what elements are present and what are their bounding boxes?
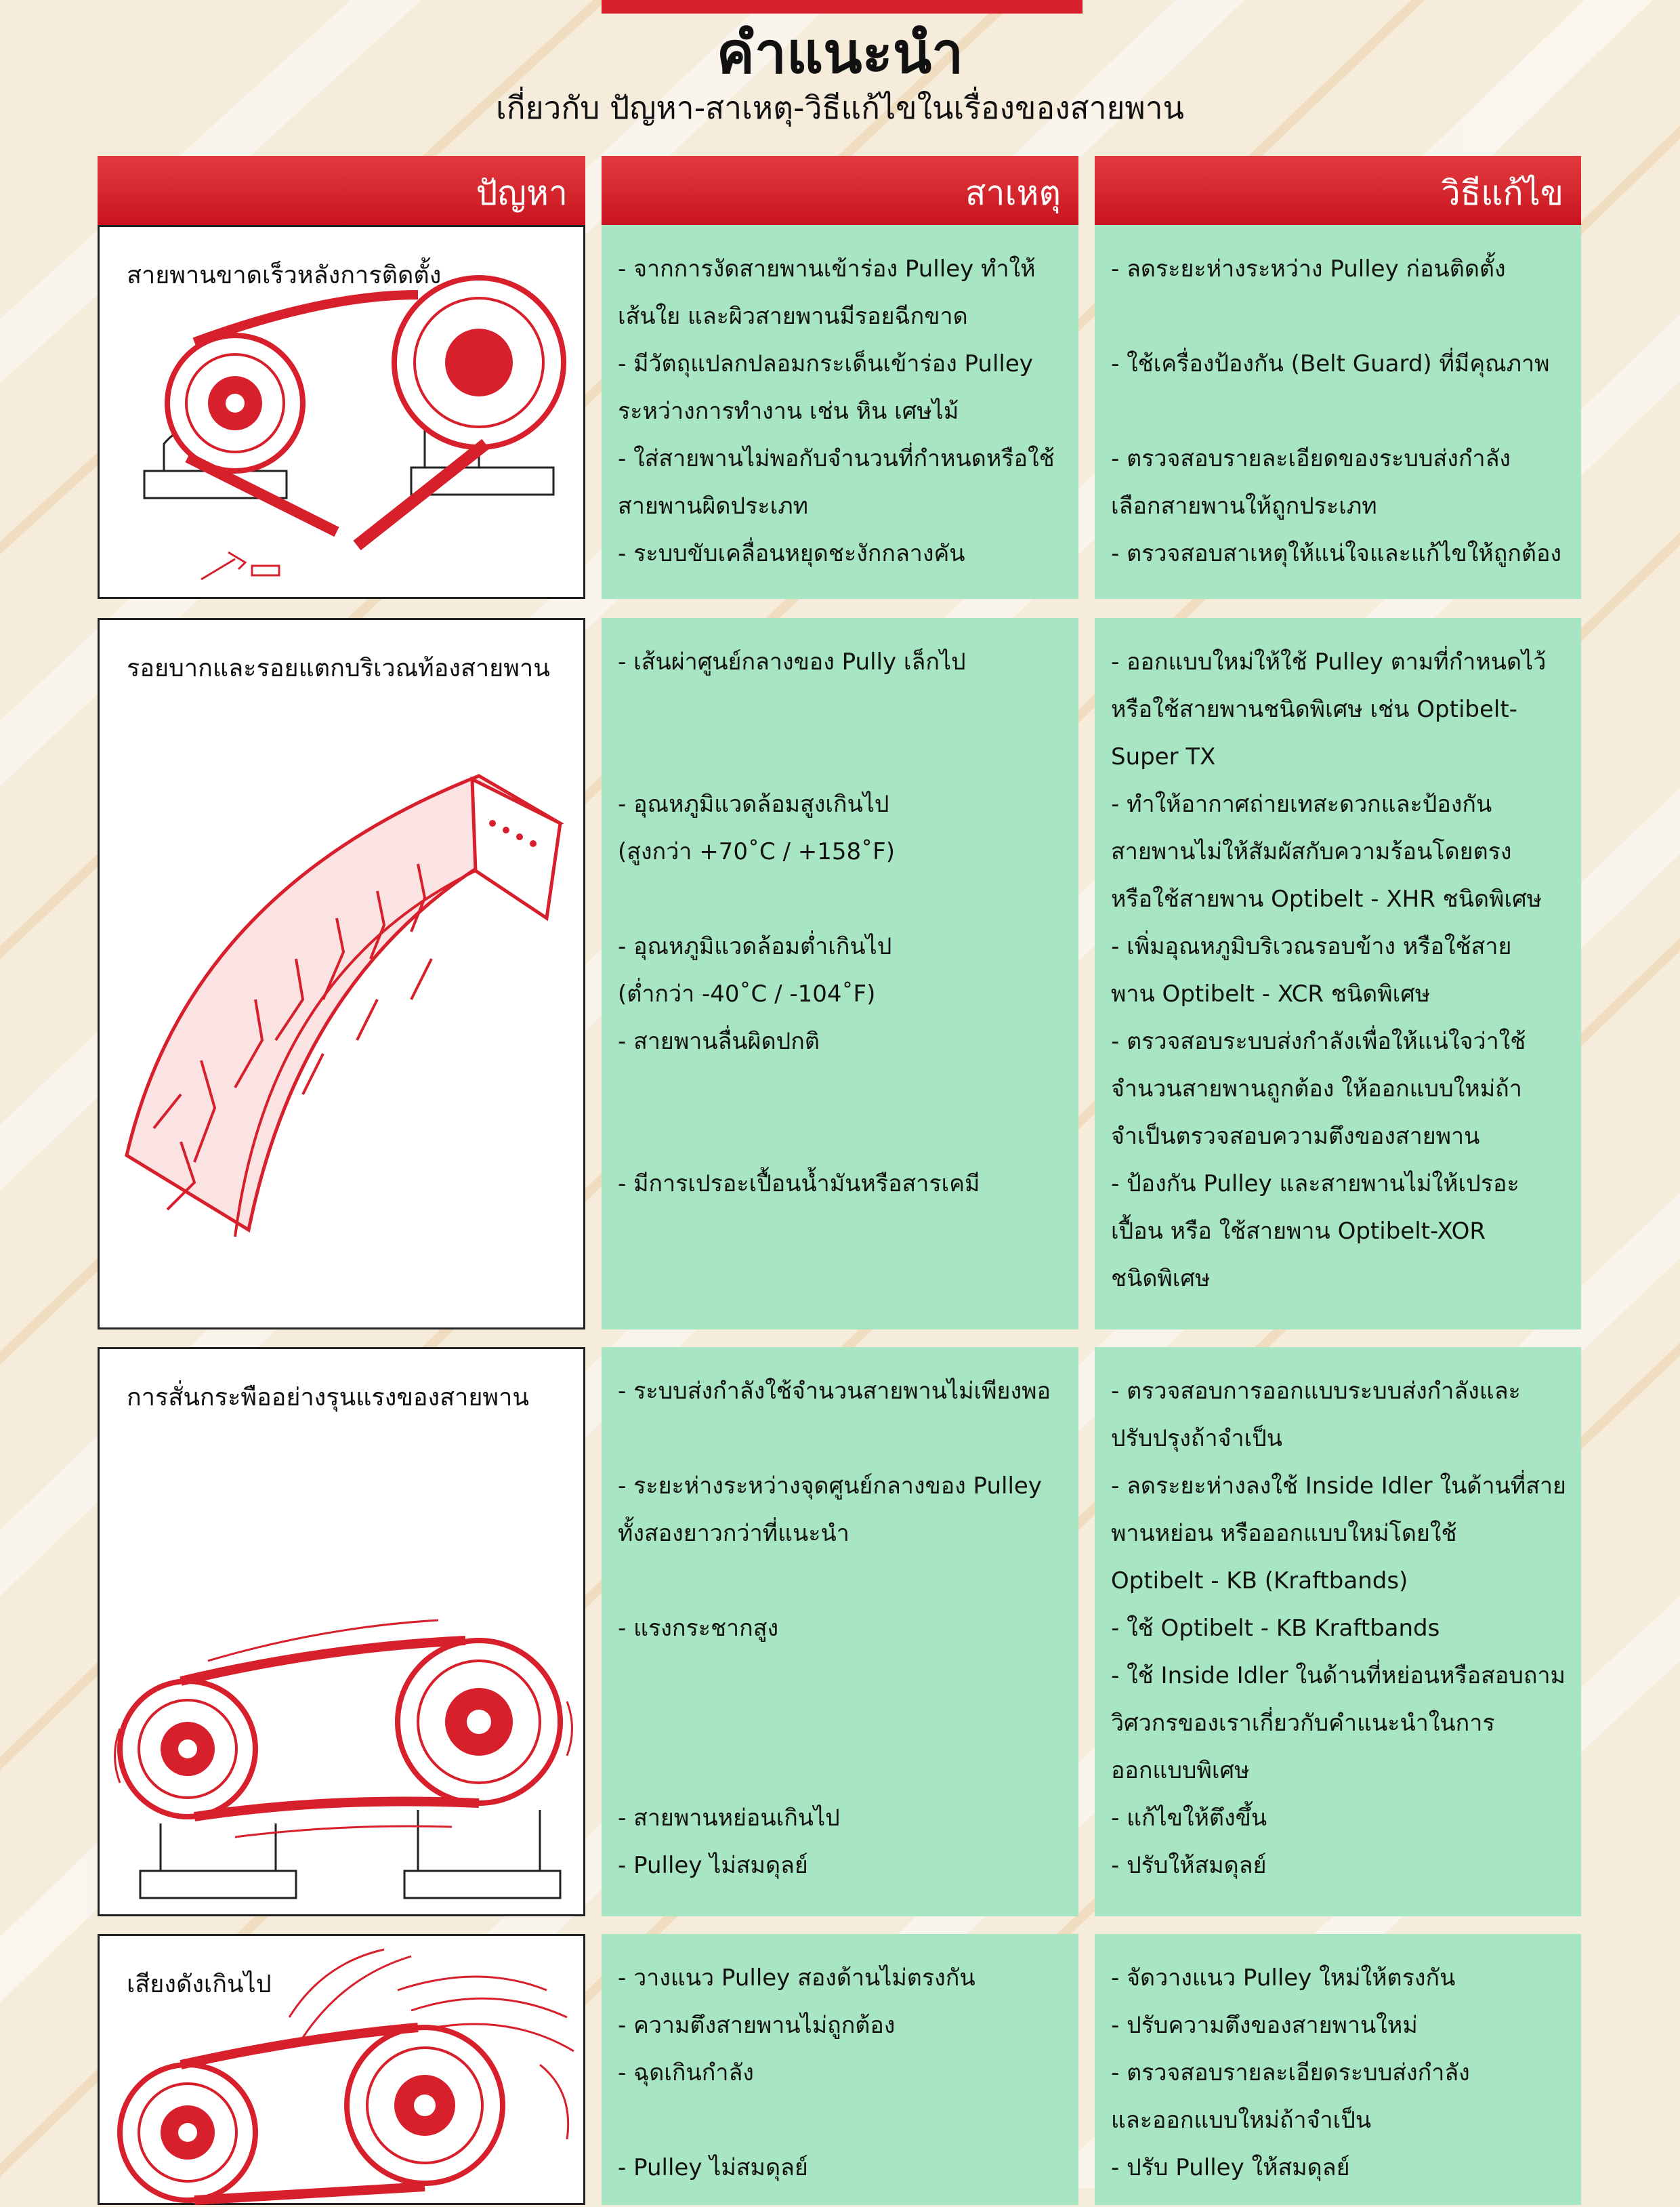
problem-cell-2 bbox=[98, 618, 585, 1329]
cause-line bbox=[618, 686, 1069, 733]
cause-line: - ความตึงสายพานไม่ถูกต้อง bbox=[618, 2012, 896, 2039]
column-header-problem: ปัญหา bbox=[98, 156, 585, 225]
cause-line: - จากการงัดสายพานเข้าร่อง Pulley ทำให้ bbox=[618, 255, 1036, 283]
solution-line: - ตรวจสอบการออกแบบระบบส่งกำลังและ bbox=[1111, 1378, 1521, 1405]
solution-line: พานหย่อน หรือออกแบบใหม่โดยใช้ bbox=[1111, 1520, 1457, 1547]
cause-line: - อุณหภูมิแวดล้อมสูงเกินไป bbox=[618, 791, 889, 818]
solution-line: วิศวกรของเราเกี่ยวกับคำแนะนำในการ bbox=[1111, 1710, 1495, 1737]
cause-line bbox=[618, 1747, 1069, 1794]
solution-line: - เพิ่มอุณหภูมิบริเวณรอบข้าง หรือใช้สาย bbox=[1111, 933, 1512, 960]
cause-line: - แรงกระชากสูง bbox=[618, 1615, 779, 1642]
top-red-bar bbox=[602, 0, 1083, 14]
solution-cell-3 bbox=[1095, 1347, 1581, 1916]
page-title: คำแนะนำ bbox=[716, 20, 964, 86]
cause-cell-1 bbox=[602, 225, 1078, 599]
solution-line: จำเป็นตรวจสอบความตึงของสายพาน bbox=[1111, 1123, 1480, 1150]
solution-cell-1 bbox=[1095, 225, 1581, 599]
solution-line: - ปรับ Pulley ให้สมดุลย์ bbox=[1111, 2154, 1350, 2181]
cause-line: - ระบบส่งกำลังใช้จำนวนสายพานไม่เพียงพอ bbox=[618, 1378, 1051, 1405]
solution-line: - ตรวจสอบระบบส่งกำลังเพื่อให้แน่ใจว่าใช้ bbox=[1111, 1028, 1526, 1055]
problem-cell-3 bbox=[98, 1347, 585, 1916]
solution-line: - ป้องกัน Pulley และสายพานไม่ให้เปรอะ bbox=[1111, 1170, 1519, 1197]
solution-line: Optibelt - KB (Kraftbands) bbox=[1111, 1567, 1408, 1594]
solution-line: - แก้ไขให้ตึงขึ้น bbox=[1111, 1804, 1267, 1832]
solution-line: เปื้อน หรือ ใช้สายพาน Optibelt-XOR bbox=[1111, 1218, 1486, 1245]
solution-line bbox=[1111, 388, 1572, 435]
cause-line: - สายพานหย่อนเกินไป bbox=[618, 1804, 840, 1832]
problem-cell-4 bbox=[98, 1934, 585, 2205]
cause-cell-2 bbox=[602, 618, 1078, 1329]
solution-line: เลือกสายพานให้ถูกประเภท bbox=[1111, 493, 1377, 520]
cause-line: (สูงกว่า +70˚C / +158˚F) bbox=[618, 838, 895, 865]
solution-line: - ตรวจสอบรายละเอียดของระบบส่งกำลัง bbox=[1111, 445, 1511, 472]
solution-cell-4 bbox=[1095, 1934, 1581, 2205]
solution-line: สายพานไม่ให้สัมผัสกับความร้อนโดยตรง bbox=[1111, 838, 1512, 865]
problem-title: สายพานขาดเร็วหลังการติดตั้ง bbox=[127, 262, 442, 289]
cause-cell-4 bbox=[602, 1934, 1078, 2205]
cause-line bbox=[618, 2097, 1069, 2144]
solution-cell-2 bbox=[1095, 618, 1581, 1329]
cause-cell-3 bbox=[602, 1347, 1078, 1916]
cause-line: - ระยะห่างระหว่างจุดศูนย์กลางของ Pulley bbox=[618, 1472, 1042, 1500]
cause-line bbox=[618, 1415, 1069, 1462]
solution-line: - ปรับความตึงของสายพานใหม่ bbox=[1111, 2012, 1418, 2039]
cause-line: - อุณหภูมิแวดล้อมต่ำเกินไป bbox=[618, 933, 892, 960]
solution-line: - ตรวจสอบสาเหตุให้แน่ใจและแก้ไขให้ถูกต้อง bbox=[1111, 540, 1561, 567]
solution-line: Super TX bbox=[1111, 743, 1216, 770]
cause-line: - ใส่สายพานไม่พอกับจำนวนที่กำหนดหรือใช้ bbox=[618, 445, 1055, 472]
cause-line: (ต่ำกว่า -40˚C / -104˚F) bbox=[618, 981, 876, 1008]
cause-line: สายพานผิดประเภท bbox=[618, 493, 809, 520]
cause-line: - มีวัตถุแปลกปลอมกระเด็นเข้าร่อง Pulley bbox=[618, 350, 1033, 377]
cause-line: ระหว่างการทำงาน เช่น หิน เศษไม้ bbox=[618, 398, 959, 425]
problem-title: การสั่นกระพืออย่างรุนแรงของสายพาน bbox=[127, 1384, 529, 1411]
column-header-cause: สาเหตุ bbox=[602, 156, 1078, 225]
cause-line: - สายพานลื่นผิดปกติ bbox=[618, 1028, 820, 1055]
cause-line: - มีการเปรอะเปื้อนน้ำมันหรือสารเคมี bbox=[618, 1170, 980, 1197]
solution-line: - ใช้ Optibelt - KB Kraftbands bbox=[1111, 1615, 1440, 1642]
cause-line: - วางแนว Pulley สองด้านไม่ตรงกัน bbox=[618, 1964, 975, 1992]
solution-line: ออกแบบพิเศษ bbox=[1111, 1757, 1250, 1784]
cause-line bbox=[618, 733, 1069, 781]
cause-line: - เส้นผ่าศูนย์กลางของ Pully เล็กไป bbox=[618, 648, 966, 676]
cracked-belt-illustration bbox=[100, 620, 587, 1332]
solution-line: หรือใช้สายพาน Optibelt - XHR ชนิดพิเศษ bbox=[1111, 886, 1542, 913]
solution-line bbox=[1111, 293, 1572, 340]
solution-line: - ใช้เครื่องป้องกัน (Belt Guard) ที่มีคุณภาพ bbox=[1111, 350, 1550, 377]
solution-line: - จัดวางแนว Pulley ใหม่ให้ตรงกัน bbox=[1111, 1964, 1456, 1992]
cause-line: - ฉุดเกินกำลัง bbox=[618, 2059, 754, 2086]
solution-line: จำนวนสายพานถูกต้อง ให้ออกแบบใหม่ถ้า bbox=[1111, 1075, 1522, 1102]
solution-line: และออกแบบใหม่ถ้าจำเป็น bbox=[1111, 2107, 1372, 2134]
cause-line: - Pulley ไม่สมดุลย์ bbox=[618, 1852, 808, 1879]
page-subtitle: เกี่ยวกับ ปัญหา-สาเหตุ-วิธีแก้ไขในเรื่องของสายพาน bbox=[496, 89, 1184, 126]
vibrating-belt-illustration bbox=[100, 1349, 587, 1918]
column-header-solution: วิธีแก้ไข bbox=[1095, 156, 1581, 225]
cause-line: ทั้งสองยาวกว่าที่แนะนำ bbox=[618, 1520, 849, 1547]
solution-line: - ปรับให้สมดุลย์ bbox=[1111, 1852, 1267, 1879]
solution-line: - ทำให้อากาศถ่ายเทสะดวกและป้องกัน bbox=[1111, 791, 1492, 818]
solution-line: - ตรวจสอบรายละเอียดระบบส่งกำลัง bbox=[1111, 2059, 1470, 2086]
solution-line: - ลดระยะห่างระหว่าง Pulley ก่อนติดตั้ง bbox=[1111, 255, 1506, 283]
cause-line bbox=[618, 1113, 1069, 1160]
cause-line bbox=[618, 1065, 1069, 1113]
solution-line: ชนิดพิเศษ bbox=[1111, 1265, 1211, 1292]
cause-line: - ระบบขับเคลื่อนหยุดชะงักกลางคัน bbox=[618, 540, 965, 567]
cause-line: - Pulley ไม่สมดุลย์ bbox=[618, 2154, 808, 2181]
cause-line bbox=[618, 1699, 1069, 1747]
problem-cell-1 bbox=[98, 225, 585, 599]
cause-line bbox=[618, 1652, 1069, 1699]
solution-line: - ลดระยะห่างลงใช้ Inside Idler ในด้านที่สาย bbox=[1111, 1472, 1566, 1500]
problem-title: รอยบากและรอยแตกบริเวณท้องสายพาน bbox=[127, 655, 550, 682]
problem-title: เสียงดังเกินไป bbox=[127, 1971, 272, 1998]
solution-line: ปรับปรุงถ้าจำเป็น bbox=[1111, 1425, 1283, 1452]
solution-line: - ใช้ Inside Idler ในด้านที่หย่อนหรือสอบถาม bbox=[1111, 1662, 1566, 1689]
solution-line: หรือใช้สายพานชนิดพิเศษ เช่น Optibelt- bbox=[1111, 696, 1517, 723]
solution-line: - ออกแบบใหม่ให้ใช้ Pulley ตามที่กำหนดไว้ bbox=[1111, 648, 1547, 676]
solution-line: พาน Optibelt - XCR ชนิดพิเศษ bbox=[1111, 981, 1431, 1008]
cause-line bbox=[618, 875, 1069, 923]
cause-line bbox=[618, 1557, 1069, 1605]
cause-line: เส้นใย และผิวสายพานมีรอยฉีกขาด bbox=[618, 303, 968, 330]
